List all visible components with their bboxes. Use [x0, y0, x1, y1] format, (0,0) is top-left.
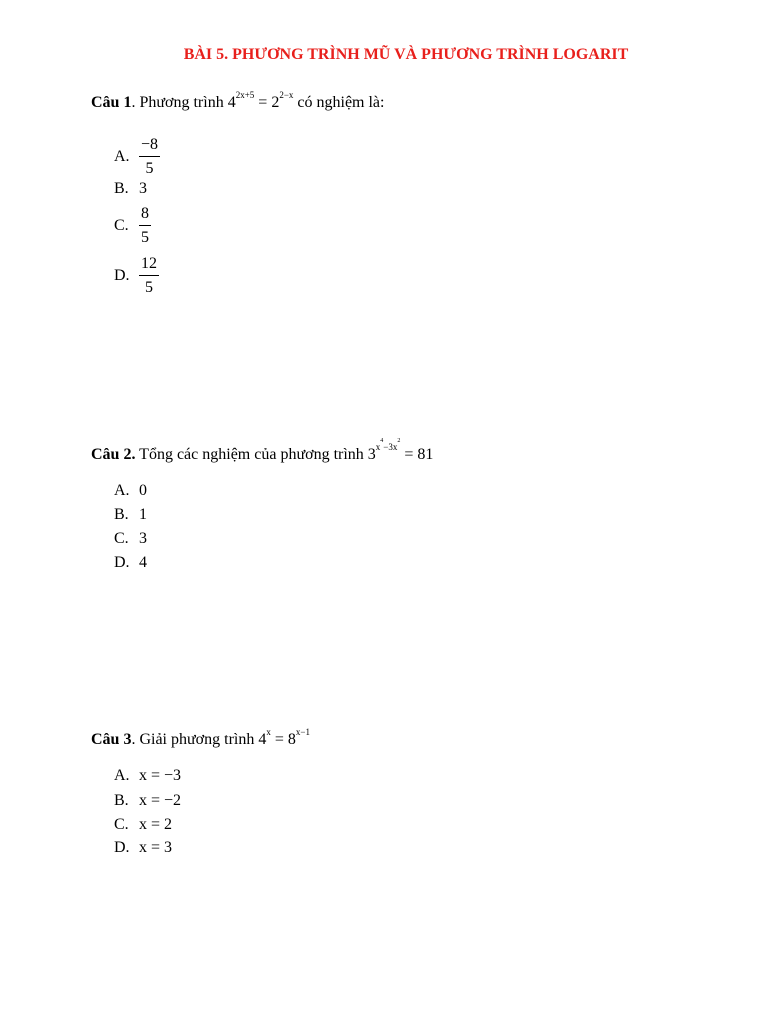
question-2-equation [367, 438, 434, 463]
question-1-equation [227, 90, 294, 111]
question-3-option-c [114, 816, 172, 834]
option-label: B. [114, 792, 129, 809]
eq1-exp1: 2x+5 [235, 90, 255, 100]
option-value: x = 2 [139, 816, 173, 833]
document-title: BÀI 5. PHƯƠNG TRÌNH MŨ VÀ PHƯƠNG TRÌNH LOGARIT [183, 46, 629, 63]
question-1 [91, 90, 385, 112]
fraction [139, 206, 151, 246]
question-3-text: Giải phương trình [135, 731, 259, 748]
question-3 [91, 727, 310, 749]
question-2-text: Tổng các nghiệm của phương trình [135, 446, 368, 463]
eq2-exp-power2: 2 [397, 438, 401, 444]
question-3-label: Câu 3 [91, 731, 132, 748]
eq3-exp1: x [266, 727, 271, 737]
eq1-base2: 2 [271, 94, 280, 111]
fraction-denominator: 5 [145, 279, 153, 296]
question-1-option-c [114, 206, 151, 246]
question-2-option-d [114, 554, 147, 572]
eq3-equals: = [270, 731, 288, 748]
option-label: D. [114, 267, 130, 284]
eq3-exp2: x−1 [295, 727, 310, 737]
eq3-base1: 4 [258, 731, 267, 748]
question-1-text-after: có nghiệm là: [293, 94, 385, 111]
question-3-option-a [114, 767, 181, 785]
question-3-separator: . [131, 731, 136, 748]
eq2-exponent [375, 438, 401, 452]
option-label: A. [114, 767, 130, 784]
question-3-option-b [114, 792, 181, 810]
eq3-base2: 8 [287, 731, 296, 748]
option-value: x = −3 [139, 767, 182, 784]
option-value: x = −2 [139, 792, 182, 809]
option-label: C. [114, 217, 129, 234]
fraction-numerator: 8 [139, 206, 151, 226]
question-2-label: Câu 2. [91, 446, 136, 463]
question-1-label: Câu 1 [91, 94, 132, 111]
option-label: B. [114, 506, 129, 523]
fraction-numerator: −8 [139, 137, 160, 157]
option-label: A. [114, 148, 130, 165]
question-2-option-c [114, 530, 147, 548]
option-value: 3 [139, 180, 147, 197]
option-value: 1 [139, 506, 147, 523]
fraction-denominator: 5 [145, 160, 154, 177]
option-value: 3 [139, 530, 147, 547]
eq2-rhs: = 81 [400, 446, 434, 463]
question-2 [91, 438, 434, 464]
question-1-option-a [114, 137, 160, 177]
eq1-exp2: 2−x [279, 90, 294, 100]
question-3-equation [258, 727, 310, 748]
option-label: A. [114, 482, 130, 499]
eq2-base: 3 [367, 446, 376, 463]
eq2-exp-x: x [375, 442, 381, 452]
question-1-separator: . [131, 94, 136, 111]
option-value: 4 [139, 554, 147, 571]
question-2-option-a [114, 482, 147, 500]
option-label: C. [114, 530, 129, 547]
option-label: B. [114, 180, 129, 197]
fraction [139, 137, 160, 177]
fraction-denominator: 5 [141, 229, 149, 246]
option-label: C. [114, 816, 129, 833]
fraction [139, 256, 159, 296]
question-3-option-d [114, 839, 172, 857]
eq2-exp-power1: 4 [380, 438, 384, 444]
question-1-option-b [114, 180, 147, 198]
question-2-option-b [114, 506, 147, 524]
option-label: D. [114, 839, 130, 856]
option-value: 0 [139, 482, 147, 499]
fraction-numerator: 12 [139, 256, 159, 276]
eq1-base1: 4 [227, 94, 236, 111]
question-1-text: Phương trình [135, 94, 228, 111]
option-value: x = 3 [139, 839, 173, 856]
eq1-equals: = [254, 94, 272, 111]
question-1-option-d [114, 256, 159, 296]
option-label: D. [114, 554, 130, 571]
eq2-exp-mid: −3x [383, 442, 398, 452]
